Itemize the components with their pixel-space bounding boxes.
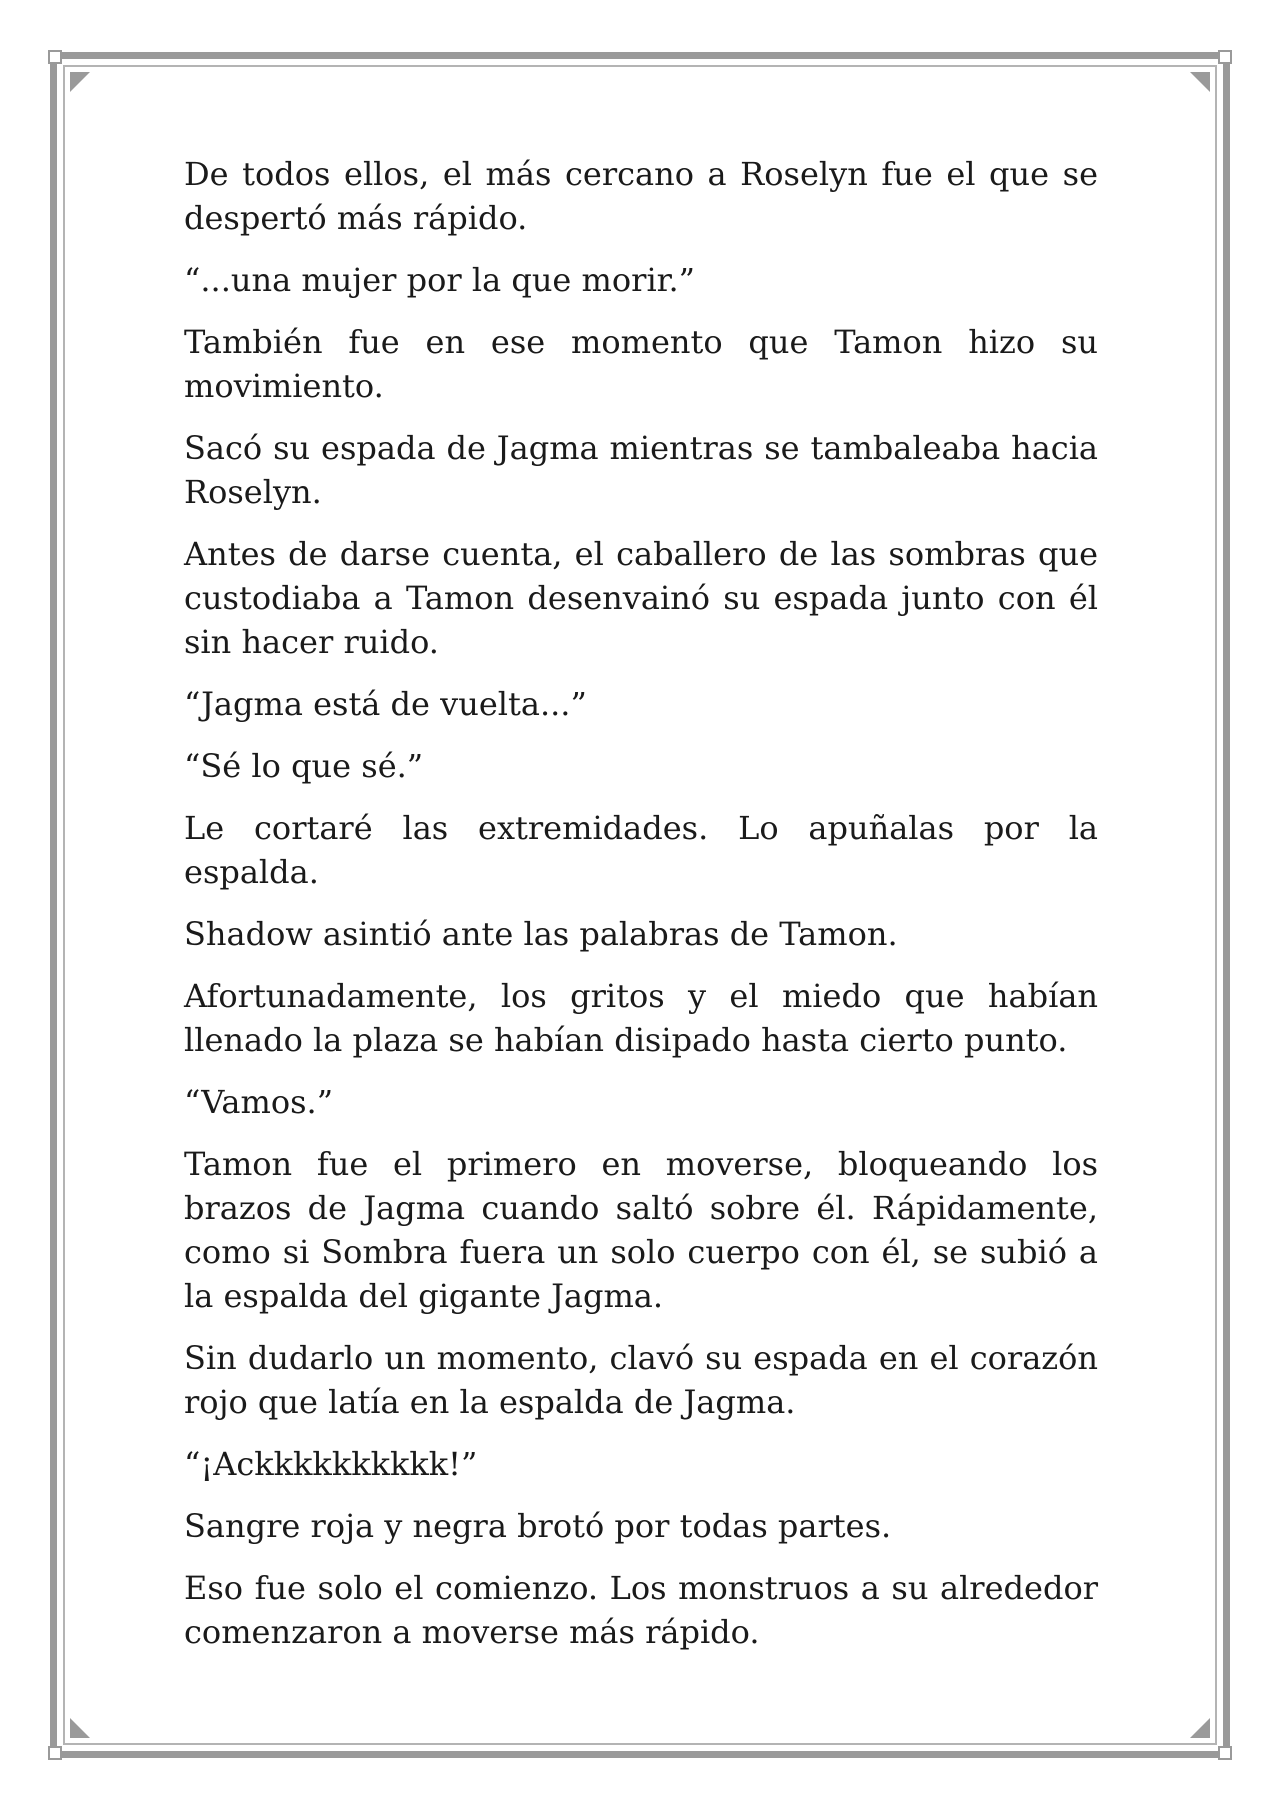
paragraph: “Sé lo que sé.” xyxy=(184,747,424,785)
corner-triangle-bottom-right xyxy=(1190,1718,1210,1738)
paragraph: “Jagma está de vuelta...” xyxy=(184,685,587,723)
paragraph: Antes de darse cuenta, el caballero de las sombras que custodiaba a Tamon desenvainó su espada junto con él sin hacer ruido. xyxy=(184,535,1098,661)
body-text xyxy=(184,152,1098,1672)
corner-triangle-bottom-left xyxy=(70,1718,90,1738)
corner-ornament-top-left xyxy=(48,50,62,64)
paragraph: Sangre roja y negra brotó por todas partes. xyxy=(184,1507,892,1545)
paragraph: Tamon fue el primero en moverse, bloqueando los brazos de Jagma cuando saltó sobre él. Rápidamente, como si Sombra fuera un solo cuerpo con él, se subió a la espalda del gigante Jagma. xyxy=(184,1145,1098,1315)
paragraph: “¡Ackkkkkkkkkk!” xyxy=(184,1445,478,1483)
corner-ornament-bottom-left xyxy=(48,1746,62,1760)
paragraph: Sacó su espada de Jagma mientras se tambaleaba hacia Roselyn. xyxy=(184,429,1098,511)
corner-ornament-bottom-right xyxy=(1218,1746,1232,1760)
corner-ornament-top-right xyxy=(1218,50,1232,64)
corner-triangle-top-left xyxy=(70,72,90,92)
paragraph: Shadow asintió ante las palabras de Tamon. xyxy=(184,915,898,953)
paragraph: “...una mujer por la que morir.” xyxy=(184,261,695,299)
paragraph: Le cortaré las extremidades. Lo apuñalas por la espalda. xyxy=(184,809,1098,891)
paragraph: “Vamos.” xyxy=(184,1083,334,1121)
paragraph: También fue en ese momento que Tamon hizo su movimiento. xyxy=(184,323,1098,405)
paragraph: Eso fue solo el comienzo. Los monstruos a su alrededor comenzaron a moverse más rápido. xyxy=(184,1569,1098,1651)
paragraph: De todos ellos, el más cercano a Roselyn fue el que se despertó más rápido. xyxy=(184,155,1098,237)
corner-triangle-top-right xyxy=(1190,72,1210,92)
paragraph: Sin dudarlo un momento, clavó su espada en el corazón rojo que latía en la espalda de Jagma. xyxy=(184,1339,1098,1421)
paragraph: Afortunadamente, los gritos y el miedo que habían llenado la plaza se habían disipado hasta cierto punto. xyxy=(184,977,1098,1059)
